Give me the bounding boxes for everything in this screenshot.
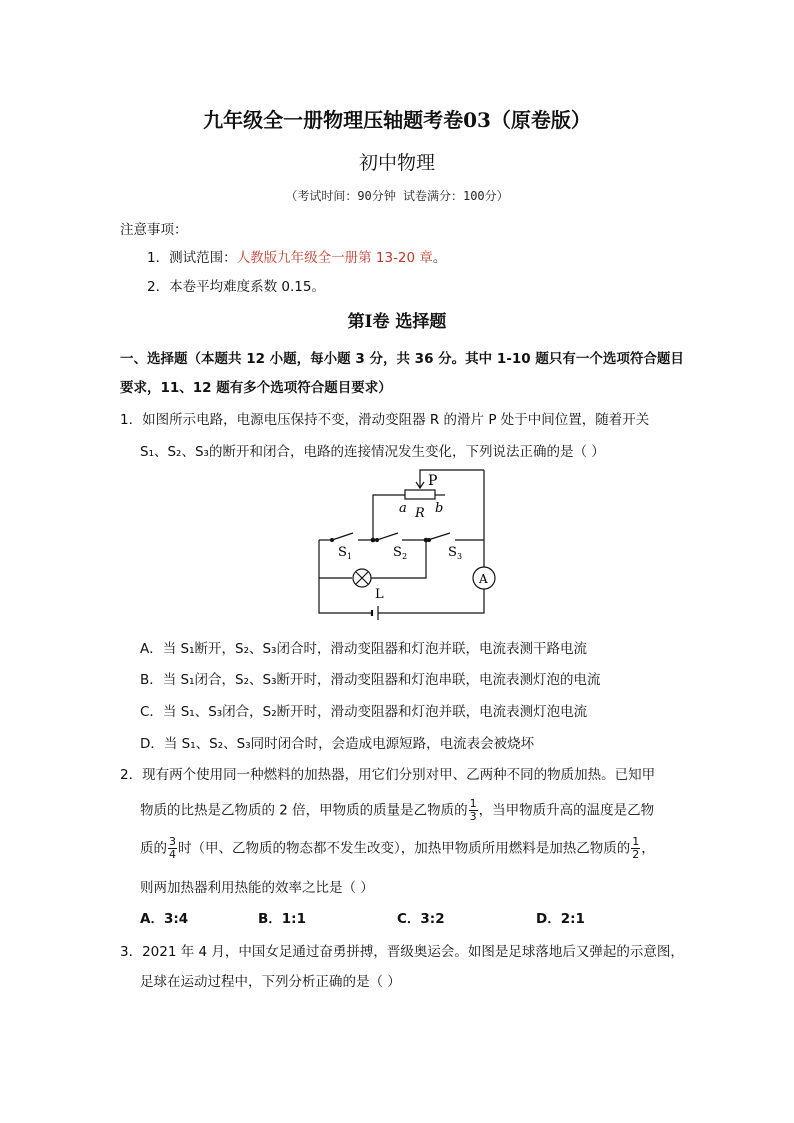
label-s3: S bbox=[448, 545, 457, 560]
q2-line2-text-b: ，当甲物质升高的温度是乙物 bbox=[478, 802, 655, 819]
fraction-three-quarters bbox=[168, 836, 177, 861]
notes-heading: 注意事项： bbox=[120, 222, 188, 238]
fraction-one-third bbox=[469, 798, 478, 823]
wire-right-bottom bbox=[378, 589, 484, 613]
frac3-num: 1 bbox=[632, 835, 640, 848]
question-2-option-a: A．3:4 bbox=[140, 911, 189, 927]
label-r: R bbox=[415, 506, 425, 521]
question-2-option-b: B．1:1 bbox=[258, 911, 306, 927]
label-lamp: L bbox=[375, 587, 384, 602]
label-s2: S bbox=[393, 545, 402, 560]
q2-line3-text-b: 时（甲、乙物质的物态都不发生改变），加热甲物质所用燃料是加热乙物质的 bbox=[178, 840, 631, 857]
label-ammeter: A bbox=[479, 572, 488, 586]
label-b: b bbox=[435, 501, 444, 516]
exam-subtitle: 初中物理 bbox=[358, 152, 435, 174]
question-3-stem-line-2: 足球在运动过程中，下列分析正确的是（ ） bbox=[140, 974, 401, 990]
frac2-den: 4 bbox=[169, 848, 176, 861]
question-1-stem-line-2: S₁、S₂、S₃的断开和闭合，电路的连接情况发生变化，下列说法正确的是（ ） bbox=[140, 444, 605, 460]
circuit-diagram bbox=[305, 465, 505, 625]
frac3-den: 2 bbox=[632, 848, 640, 861]
question-2-option-c: C．3:2 bbox=[397, 911, 445, 927]
fraction-one-half bbox=[631, 836, 640, 861]
note-item-2: 2．本卷平均难度系数 0.15。 bbox=[147, 279, 325, 295]
q2-line2-text-a: 物质的比热是乙物质的 2 倍，甲物质的质量是乙物质的 bbox=[140, 802, 468, 819]
note-item-1 bbox=[147, 246, 446, 266]
note-item-1-highlight: 人教版九年级全一册第 13-20 章 bbox=[236, 250, 433, 266]
question-1-option-d: D．当 S₁、S₂、S₃同时闭合时，会造成电源短路，电流表会被烧坏 bbox=[140, 736, 535, 752]
switch-s2-blade bbox=[377, 533, 398, 540]
label-s2-sub: 2 bbox=[402, 552, 408, 561]
label-s1-sub: 1 bbox=[347, 552, 353, 561]
question-1-option-c: C．当 S₁、S₃闭合，S₂断开时，滑动变阻器和灯泡并联，电流表测灯泡电流 bbox=[140, 704, 588, 720]
note-item-1-suffix: 。 bbox=[432, 250, 447, 266]
section-instruction-line-2: 要求，11、12 题有多个选项符合题目要求） bbox=[120, 380, 392, 396]
q2-line3-text-a: 质的 bbox=[140, 840, 167, 857]
label-p: P bbox=[428, 473, 438, 489]
question-2-option-d: D．2:1 bbox=[536, 911, 585, 927]
question-3-stem-line-1: 3．2021 年 4 月，中国女足通过奋勇拼搏，晋级奥运会。如图是足球落地后又弹起的示意图， bbox=[120, 944, 684, 960]
rheostat-resistor bbox=[405, 490, 435, 499]
exam-title: 九年级全一册物理压轴题考卷03（原卷版） bbox=[203, 108, 591, 132]
label-s1: S bbox=[338, 545, 347, 560]
label-s3-sub: 3 bbox=[457, 552, 463, 561]
question-2-stem-line-3 bbox=[140, 836, 655, 861]
section-instruction-line-1: 一、选择题（本题共 12 小题，每小题 3 分，共 36 分。其中 1-10 题只有一个选项符合题目 bbox=[120, 351, 684, 367]
question-2-stem-line-2 bbox=[140, 798, 654, 823]
frac1-num: 1 bbox=[469, 797, 477, 810]
question-1-stem-line-1: 1．如图所示电路，电源电压保持不变，滑动变阻器 R 的滑片 P 处于中间位置，随着开关 bbox=[120, 412, 650, 428]
question-2-stem-line-1: 2．现有两个使用同一种燃料的加热器，用它们分别对甲、乙两种不同的物质加热。已知甲 bbox=[120, 767, 656, 783]
exam-time-info: （考试时间：90分钟 试卷满分：100分） bbox=[285, 189, 509, 203]
question-2-stem-line-4: 则两加热器利用热能的效率之比是（ ） bbox=[140, 880, 374, 896]
switch-s3-blade bbox=[428, 533, 450, 540]
frac2-num: 3 bbox=[169, 835, 176, 848]
frac1-den: 3 bbox=[469, 810, 477, 823]
switch-s1-blade bbox=[332, 533, 353, 540]
section-title: 第Ⅰ卷 选择题 bbox=[347, 312, 447, 332]
note-item-1-prefix: 1．测试范围： bbox=[147, 250, 237, 266]
label-a: a bbox=[399, 501, 407, 516]
question-1-option-b: B．当 S₁闭合，S₂、S₃断开时，滑动变阻器和灯泡串联，电流表测灯泡的电流 bbox=[140, 672, 601, 688]
q2-line3-text-c: ， bbox=[641, 840, 655, 857]
question-1-option-a: A．当 S₁断开，S₂、S₃闭合时，滑动变阻器和灯泡并联，电流表测干路电流 bbox=[140, 641, 587, 657]
